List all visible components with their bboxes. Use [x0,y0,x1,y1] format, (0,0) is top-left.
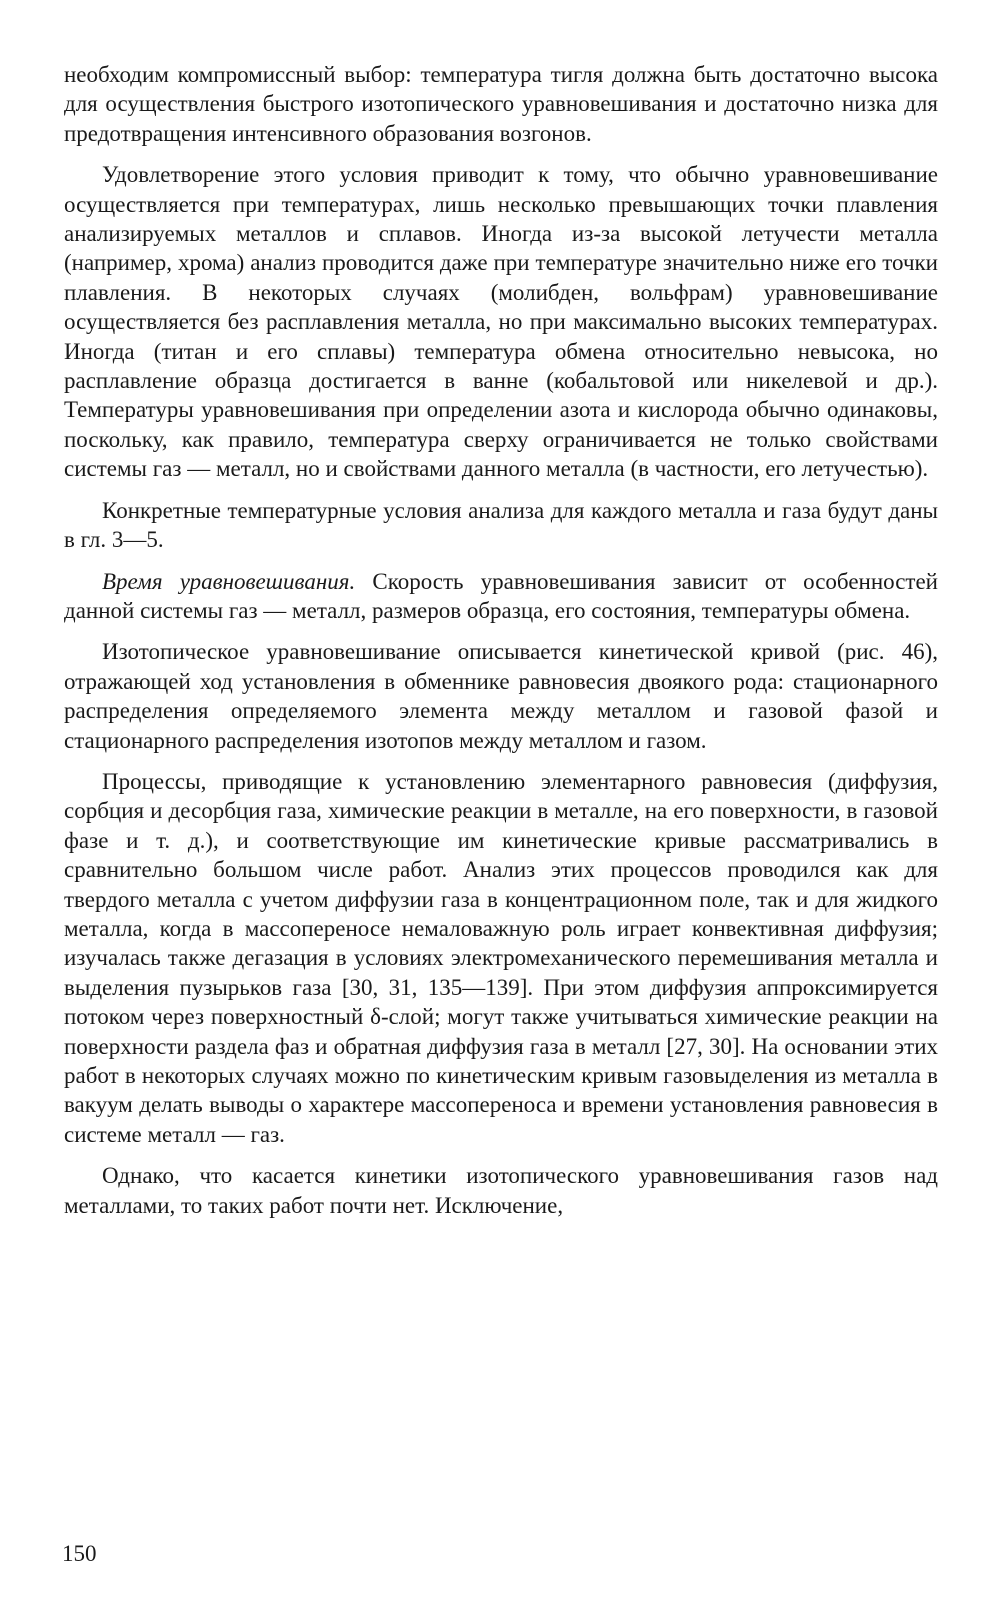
paragraph: Конкретные температурные условия анализа для каждого металла и газа будут даны в гл. 3—5. [64,497,938,553]
paragraph: необходим компромиссный выбор: температура тигля должна быть достаточно высока для осуществления быстрого изотопического уравновешивания и достаточно низка для предотвращения интенсивного образования возгонов. [64,62,938,146]
paragraph: Однако, что касается кинетики изотопического уравновешивания газов над металлами, то таких работ почти нет. Исключение, [64,1163,938,1218]
paragraph-time [64,567,938,626]
paragraph: Удовлетворение этого условия приводит к тому, что обычно уравновешивание осуществляется при температурах, лишь несколько превышающих точки плавления анализируемых металлов и сплавов. Иногда из-за высокой летучести металла (например, хрома) анализ проводится даже при температуре значительно ниже его точки плавления. В некоторых случаях (молибден, вольфрам) уравновешивание осуществляется без расплавления металла, но при максимально высоких температурах. Иногда (титан и его сплавы) температура обмена относительно невысока, но расплавление образца достигается в ванне (кобальтовой или никелевой и др.). Температуры уравновешивания при определении азота и кислорода обычно одинаковы, поскольку, как правило, температура сверху ограничивается не только свойствами системы газ — металл, но и свойствами данного металла (в частности, его летучестью). [64,162,938,482]
page-body [64,60,938,1220]
paragraph-text: Скорость уравновешивания зависит от особенностей данной системы газ — металл, размеров образца, его состояния, температуры обмена. [64,568,938,623]
section-run-in-heading: Время уравновешивания. [102,568,356,594]
page-number: 150 [62,1541,97,1566]
paragraph: Изотопическое уравновешивание описывается кинетической кривой (рис. 46), отражающей ход установления в обменнике равновесия двоякого рода: стационарного распределения определяемого элемента между металлом и газовой фазой и стационарного распределения изотопов между металлом и газом. [64,639,938,753]
paragraph: Процессы, приводящие к установлению элементарного равновесия (диффузия, сорбция и десорбция газа, химические реакции в металле, на его поверхности, в газовой фазе и т. д.), и соответствующие им кинетические кривые рассматривались в сравнительно большом числе работ. Анализ этих процессов проводился как для твердого металла с учетом диффузии газа в концентрационном поле, так и для жидкого металла, когда в массопереносе немаловажную роль играет конвективная диффузия; изучалась также дегазация в условиях электромеханического перемешивания металла и выделения пузырьков газа [30, 31, 135—139]. При этом диффузия аппроксимируется потоком через поверхностный δ-слой; могут также учитываться химические реакции на поверхности раздела фаз и обратная диффузия газа в металл [27, 30]. На основании этих работ в некоторых случаях можно по кинетическим кривым газовыделения из металла в вакуум делать выводы о характере массопереноса и времени установления равновесия в системе металл — газ. [64,768,938,1147]
